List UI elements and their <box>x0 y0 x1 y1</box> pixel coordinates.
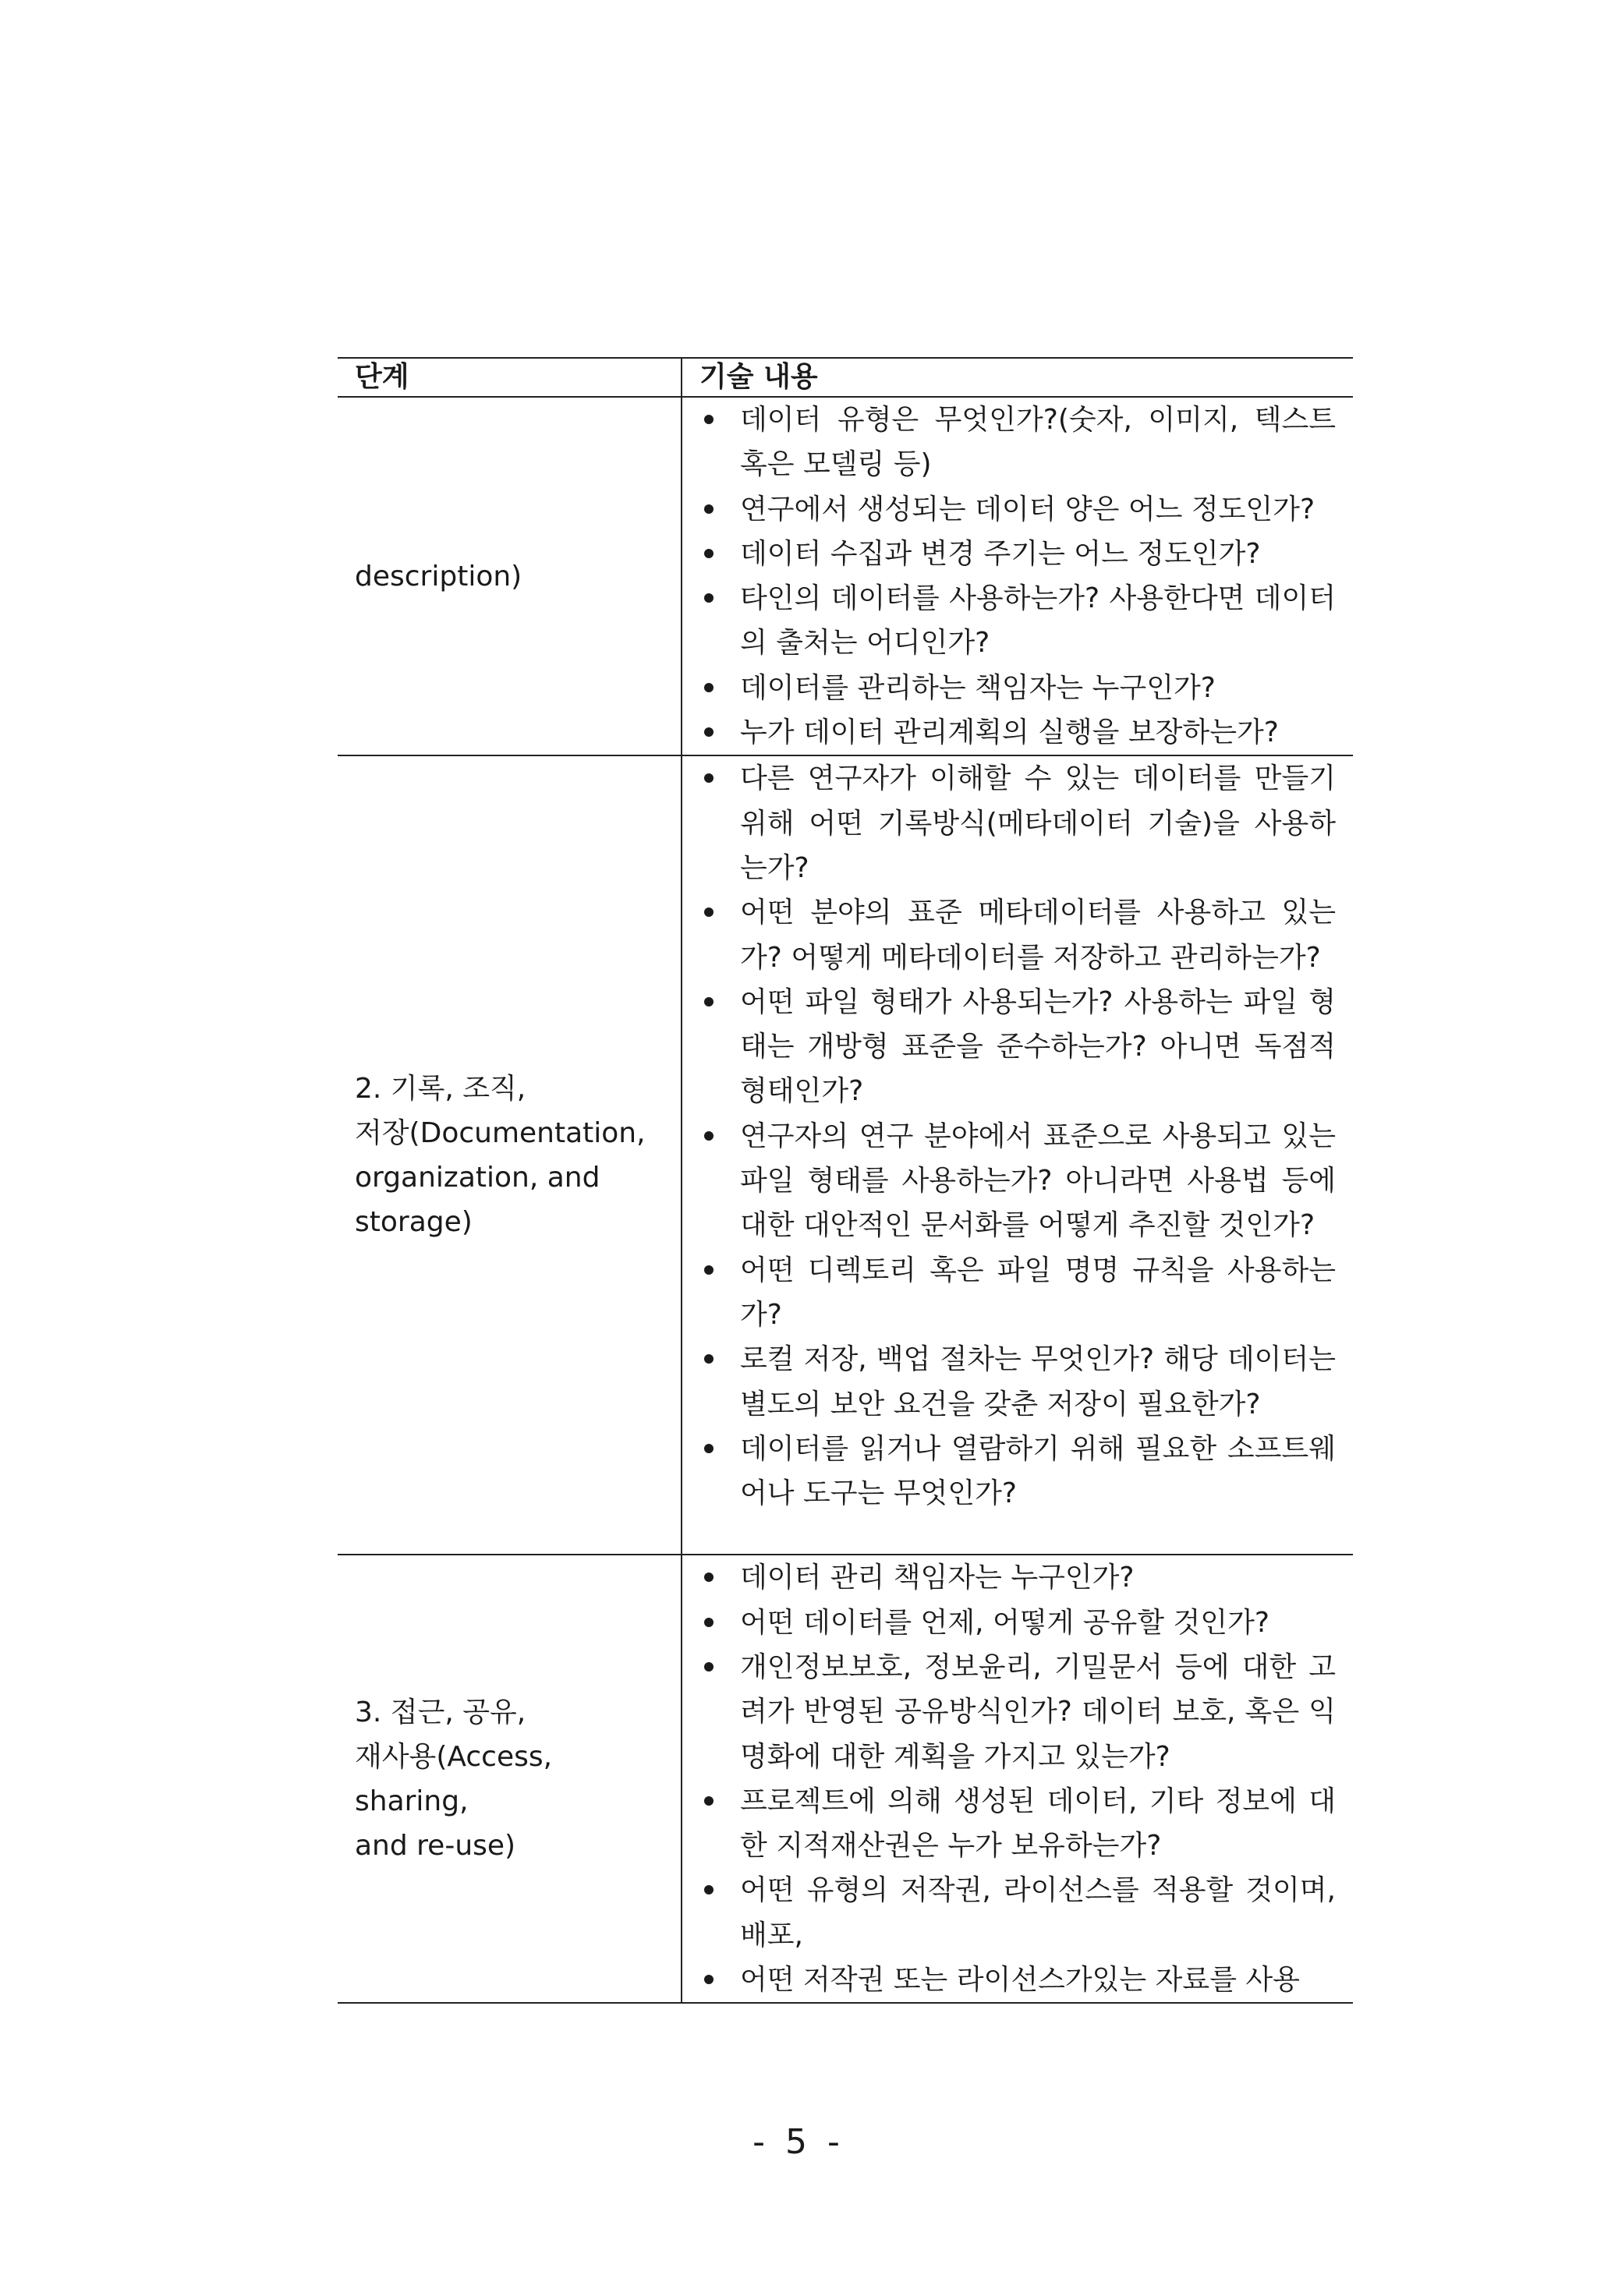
list-item <box>698 890 1336 980</box>
bullet-list <box>698 756 1336 1516</box>
list-item <box>698 1958 1336 2002</box>
bullet-icon <box>704 1975 714 1984</box>
stage-cell <box>338 1555 682 2003</box>
bullet-icon <box>704 773 714 783</box>
list-item-text: 어떤 파일 형태가 사용되는가? 사용하는 파일 형태는 개방형 표준을 준수하는가? 아니면 독점적 형태인가? <box>740 985 1336 1108</box>
list-item <box>698 1248 1336 1338</box>
bullet-icon <box>704 1618 714 1627</box>
bullet-icon <box>704 683 714 692</box>
list-item <box>698 1427 1336 1516</box>
bullet-icon <box>704 907 714 917</box>
table-header-row <box>338 358 1353 397</box>
bullet-icon <box>704 504 714 514</box>
list-item <box>698 487 1336 532</box>
list-item-text: 연구자의 연구 분야에서 표준으로 사용되고 있는 파일 형태를 사용하는가? 아니라면 사용법 등에 대한 대안적인 문서화를 어떻게 추진할 것인가? <box>740 1120 1336 1242</box>
list-item <box>698 1868 1336 1958</box>
bullet-icon <box>704 1444 714 1453</box>
bullet-icon <box>704 415 714 424</box>
list-item-text: 어떤 분야의 표준 메타데이터를 사용하고 있는가? 어떻게 메타데이터를 저장하고 관리하는가? <box>740 897 1336 974</box>
list-item-text: 어떤 데이터를 언제, 어떻게 공유할 것인가? <box>740 1606 1269 1639</box>
stage-label: 3. 접근, 공유, 재사용(Access, sharing, and re-use) <box>355 1696 553 1862</box>
bullet-icon <box>704 593 714 603</box>
description-cell <box>682 1555 1353 2003</box>
list-item <box>698 1645 1336 1779</box>
bullet-icon <box>704 1885 714 1894</box>
list-item-text: 다른 연구자가 이해할 수 있는 데이터를 만들기 위해 어떤 기록방식(메타데이터 기술)을 사용하는가? <box>740 762 1336 884</box>
table-row <box>338 397 1353 755</box>
list-item-text: 데이터를 읽거나 열람하기 위해 필요한 소프트웨어나 도구는 무엇인가? <box>740 1432 1336 1510</box>
header-stage: 단계 <box>338 358 682 397</box>
list-item-text: 연구에서 생성되는 데이터 양은 어느 정도인가? <box>740 493 1315 525</box>
data-management-table <box>338 357 1353 2004</box>
list-item <box>698 666 1336 710</box>
bullet-icon <box>704 1573 714 1582</box>
list-item-text: 데이터 수집과 변경 주기는 어느 정도인가? <box>740 537 1261 570</box>
list-item <box>698 1779 1336 1869</box>
description-cell <box>682 397 1353 755</box>
bullet-list <box>698 398 1336 755</box>
description-cell <box>682 755 1353 1555</box>
stage-label: 2. 기록, 조직, 저장(Documentation, organization, and storage) <box>355 1072 646 1238</box>
stage-cell <box>338 397 682 755</box>
list-item <box>698 1114 1336 1248</box>
list-item-text: 프로젝트에 의해 생성된 데이터, 기타 정보에 대한 지적재산권은 누가 보유하는가? <box>740 1785 1336 1863</box>
list-item <box>698 710 1336 755</box>
list-item <box>698 1601 1336 1645</box>
bullet-list <box>698 1555 1336 2002</box>
bullet-icon <box>704 727 714 737</box>
list-item-text: 개인정보보호, 정보윤리, 기밀문서 등에 대한 고려가 반영된 공유방식인가? 데이터 보호, 혹은 익명화에 대한 계획을 가지고 있는가? <box>740 1650 1336 1773</box>
bullet-icon <box>704 1796 714 1806</box>
list-item <box>698 398 1336 487</box>
list-item-text: 어떤 저작권 또는 라이선스가있는 자료를 사용 <box>740 1964 1300 1997</box>
table-row <box>338 755 1353 1555</box>
list-item-text: 로컬 저장, 백업 절차는 무엇인가? 해당 데이터는 별도의 보안 요건을 갖춘 저장이 필요한가? <box>740 1343 1336 1420</box>
list-item-text: 어떤 유형의 저작권, 라이선스를 적용할 것이며, 배포, <box>740 1874 1336 1951</box>
list-item-text: 데이터를 관리하는 책임자는 누구인가? <box>740 671 1216 704</box>
header-description: 기술 내용 <box>682 358 1353 397</box>
bullet-icon <box>704 997 714 1006</box>
table-row <box>338 1555 1353 2003</box>
stage-cell <box>338 755 682 1555</box>
list-item <box>698 756 1336 890</box>
bullet-icon <box>704 1265 714 1275</box>
list-item-text: 누가 데이터 관리계획의 실행을 보장하는가? <box>740 716 1279 749</box>
list-item-text: 데이터 유형은 무엇인가?(숫자, 이미지, 텍스트 혹은 모델링 등) <box>740 404 1336 481</box>
page-number: - 5 - <box>752 2122 845 2162</box>
list-item <box>698 980 1336 1114</box>
list-item <box>698 576 1336 666</box>
list-item-text: 데이터 관리 책임자는 누구인가? <box>740 1562 1135 1594</box>
list-item <box>698 532 1336 576</box>
bullet-icon <box>704 1354 714 1364</box>
bullet-icon <box>704 1131 714 1141</box>
bullet-icon <box>704 1662 714 1672</box>
list-item <box>698 1337 1336 1427</box>
list-item-text: 어떤 디렉토리 혹은 파일 명명 규칙을 사용하는가? <box>740 1254 1336 1331</box>
list-item-text: 타인의 데이터를 사용하는가? 사용한다면 데이터의 출처는 어디인가? <box>740 582 1336 660</box>
bullet-icon <box>704 549 714 558</box>
stage-label: description) <box>355 560 522 593</box>
list-item <box>698 1555 1336 1600</box>
